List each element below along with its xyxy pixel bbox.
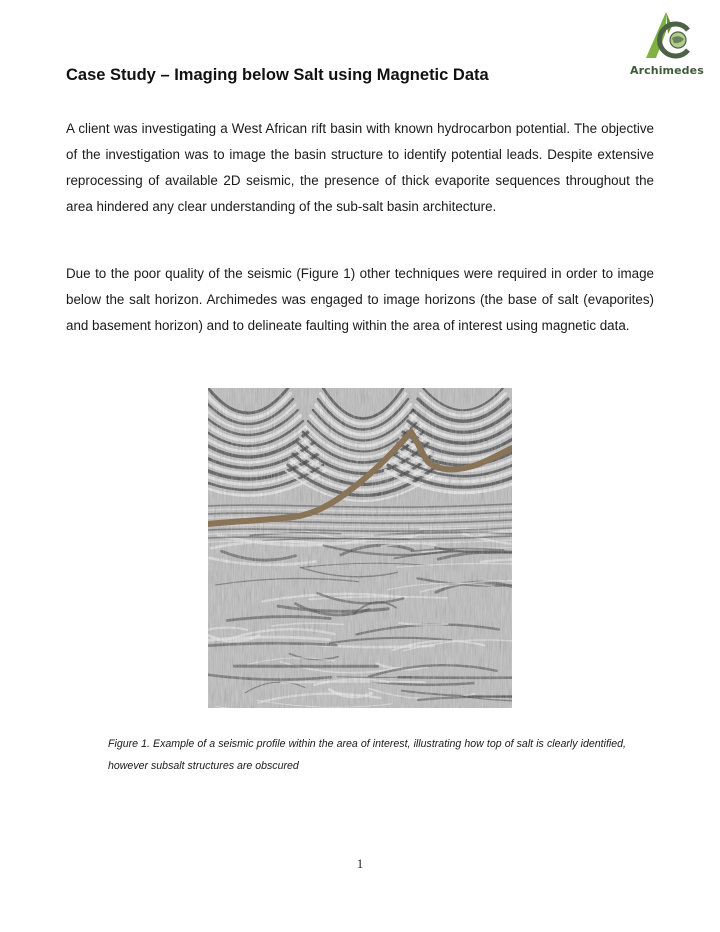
archimedes-logo-icon (636, 8, 694, 64)
method-paragraph: Due to the poor quality of the seismic (Figure 1) other techniques were required in order to image below the salt horizon. Archimedes was engaged to image horizons (the base of salt (evaporites) and basement horizon) and to delineate faulting within the area of interest using magnetic data. (66, 266, 654, 333)
intro-paragraph: A client was investigating a West African rift basin with known hydrocarbon potential. The objective of the investigation was to image the basin structure to identify potential leads. Despite extensive reprocessing of available 2D seismic, the presence of thick evaporite sequences throughout the area hindered any clear understanding of the sub-salt basin architecture. (66, 121, 654, 214)
seismic-profile-figure (208, 388, 512, 708)
page-title: Case Study – Imaging below Salt using Magnetic Data (66, 66, 489, 84)
page-number: 1 (356, 856, 364, 871)
company-logo (626, 8, 702, 80)
figure-caption: Figure 1. Example of a seismic profile within the area of interest, illustrating how top of salt is clearly identified, however subsalt structures are obscured (108, 738, 626, 772)
seismic-image (208, 388, 512, 708)
logo-text: Archimedes (630, 64, 704, 77)
